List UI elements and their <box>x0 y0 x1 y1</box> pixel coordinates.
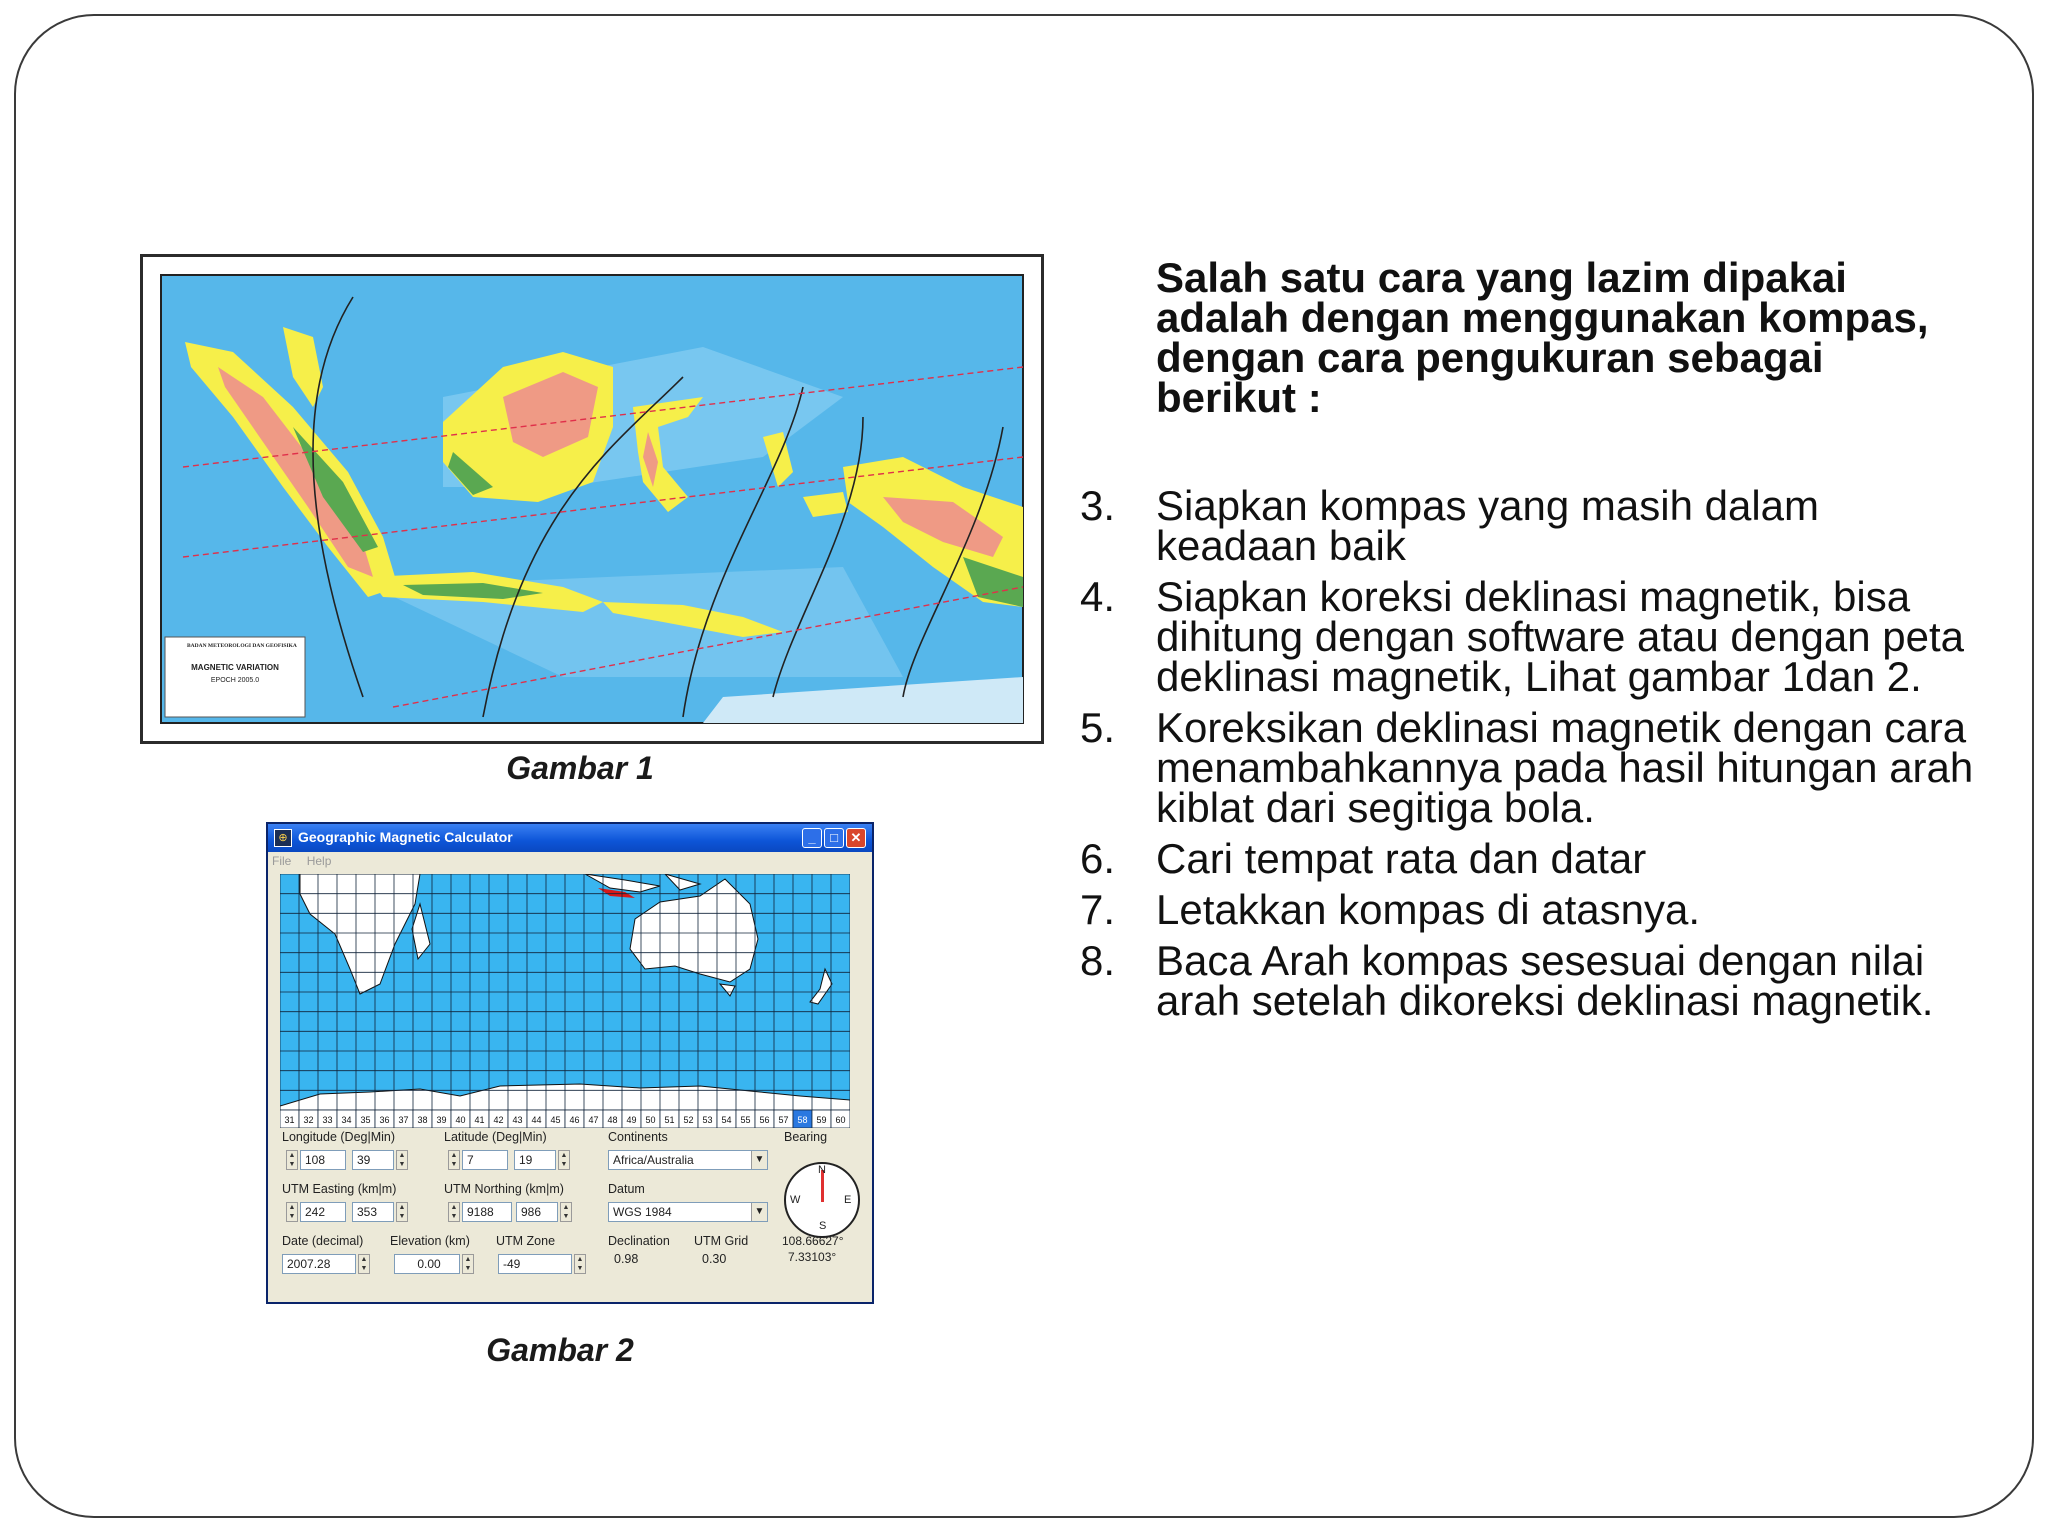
step-number: 5. <box>1080 704 1116 751</box>
zone-number: 39 <box>436 1115 447 1125</box>
elevation-field[interactable]: 0.00 <box>394 1254 460 1274</box>
zone-number: 51 <box>664 1115 675 1125</box>
intro-heading: Salah satu cara yang lazim dipakai adalah dengan menggunakan kompas, dengan cara pengukuran sebagai berikut : <box>1156 254 1929 421</box>
longitude-deg-field[interactable]: 108 <box>300 1150 346 1170</box>
zone-number: 34 <box>341 1115 352 1125</box>
steps-list <box>1080 482 1980 1032</box>
calculator-form <box>268 824 872 1302</box>
step-text: Siapkan koreksi deklinasi magnetik, bisa dihitung dengan software atau dengan peta deklinasi magnetik, Lihat gambar 1dan 2. <box>1156 573 1964 700</box>
list-item <box>1080 937 1980 1024</box>
zone-number: 37 <box>398 1115 409 1125</box>
map-agency-label: BADAN METEOROLOGI DAN GEOFISIKA <box>187 643 297 649</box>
zone-number: 32 <box>303 1115 314 1125</box>
list-item <box>1080 835 1980 882</box>
latitude-min-field[interactable]: 19 <box>514 1150 556 1170</box>
longitude-spin-right[interactable]: ▲ ▼ <box>396 1150 408 1170</box>
latitude-deg-field[interactable]: 7 <box>462 1150 508 1170</box>
zone-number: 31 <box>284 1115 295 1125</box>
zone-number: 60 <box>835 1115 846 1125</box>
zone-number: 33 <box>322 1115 333 1125</box>
declination-value: 0.98 <box>614 1252 639 1266</box>
zone-number: 38 <box>417 1115 428 1125</box>
declination-label: Declination <box>608 1234 670 1248</box>
zone-number: 56 <box>759 1115 770 1125</box>
caption-gambar-1: Gambar 1 <box>506 750 654 786</box>
date-spin[interactable]: ▲ ▼ <box>358 1254 370 1274</box>
easting-spin-left[interactable]: ▲ ▼ <box>286 1202 298 1222</box>
list-item <box>1080 482 1980 569</box>
date-label: Date (decimal) <box>282 1234 364 1248</box>
zone-number: 59 <box>816 1115 827 1125</box>
step-text: Cari tempat rata dan datar <box>1156 835 1647 882</box>
window-title: Geographic Magnetic Calculator <box>298 829 513 845</box>
minimize-button[interactable]: _ <box>802 828 822 848</box>
easting-spin-right[interactable]: ▲ ▼ <box>396 1202 408 1222</box>
step-text: Letakkan kompas di atasnya. <box>1156 886 1700 933</box>
continents-select[interactable] <box>608 1150 768 1170</box>
zone-number: 40 <box>455 1115 466 1125</box>
datum-label: Datum <box>608 1182 645 1196</box>
zone-number: 49 <box>626 1115 637 1125</box>
map-legend-title: MAGNETIC VARIATION <box>191 663 279 672</box>
compass-east: E <box>844 1194 852 1206</box>
utm-grid-label: UTM Grid <box>694 1234 749 1248</box>
zone-number: 43 <box>512 1115 523 1125</box>
zone-number: 47 <box>588 1115 599 1125</box>
easting-km-field[interactable]: 242 <box>300 1202 346 1222</box>
compass-north: N <box>818 1164 826 1176</box>
datum-select[interactable] <box>608 1202 768 1222</box>
zone-number: 46 <box>569 1115 580 1125</box>
elevation-spin[interactable]: ▲ ▼ <box>462 1254 474 1274</box>
utm-easting-label: UTM Easting (km|m) <box>282 1182 397 1196</box>
zone-number: 54 <box>721 1115 732 1125</box>
bearing-label: Bearing <box>784 1130 828 1144</box>
list-item <box>1080 886 1980 933</box>
northing-spin-right[interactable]: ▲ ▼ <box>560 1202 572 1222</box>
zone-number: 52 <box>683 1115 694 1125</box>
step-number: 6. <box>1080 835 1116 882</box>
datum-value: WGS 1984 <box>613 1205 672 1219</box>
elevation-label: Elevation (km) <box>390 1234 470 1248</box>
zone-number: 50 <box>645 1115 656 1125</box>
zone-number: 48 <box>607 1115 618 1125</box>
caption-gambar-2: Gambar 2 <box>486 1332 634 1368</box>
magnetic-calculator-window <box>266 822 874 1304</box>
utm-northing-label: UTM Northing (km|m) <box>444 1182 564 1196</box>
zone-number: 53 <box>702 1115 713 1125</box>
longitude-min-field[interactable]: 39 <box>352 1150 394 1170</box>
northing-m-field[interactable]: 986 <box>516 1202 558 1222</box>
continents-label: Continents <box>608 1130 668 1144</box>
date-field[interactable]: 2007.28 <box>282 1254 356 1274</box>
list-item <box>1080 704 1980 831</box>
utm-zone-spin[interactable]: ▲ ▼ <box>574 1254 586 1274</box>
magnetic-variation-map <box>140 254 1044 744</box>
longitude-label: Longitude (Deg|Min) <box>282 1130 396 1144</box>
compass-south: S <box>819 1220 827 1232</box>
step-text: Siapkan kompas yang masih dalam keadaan baik <box>1156 482 1820 569</box>
zone-number: 35 <box>360 1115 371 1125</box>
zone-number: 41 <box>474 1115 485 1125</box>
latitude-label: Latitude (Deg|Min) <box>444 1130 547 1144</box>
utm-zone-label: UTM Zone <box>496 1234 556 1248</box>
northing-spin-left[interactable]: ▲ ▼ <box>448 1202 460 1222</box>
zone-number: 57 <box>778 1115 789 1125</box>
step-text: Baca Arah kompas sesesuai dengan nilai arah setelah dikoreksi deklinasi magnetik. <box>1156 937 1934 1024</box>
chevron-down-icon[interactable]: ▼ <box>751 1203 767 1221</box>
chevron-down-icon[interactable]: ▼ <box>751 1151 767 1169</box>
zone-number: 44 <box>531 1115 542 1125</box>
list-item <box>1080 573 1980 700</box>
easting-m-field[interactable]: 353 <box>352 1202 394 1222</box>
zone-number: 36 <box>379 1115 390 1125</box>
step-number: 3. <box>1080 482 1116 529</box>
maximize-button[interactable]: □ <box>824 828 844 848</box>
zone-number: 45 <box>550 1115 561 1125</box>
step-number: 8. <box>1080 937 1116 984</box>
close-button[interactable]: ✕ <box>846 828 866 848</box>
app-icon: ⊕ <box>274 829 292 847</box>
menu-file[interactable]: File <box>272 854 292 868</box>
utm-grid-value: 0.30 <box>702 1252 727 1266</box>
zone-number: 58 <box>797 1115 808 1125</box>
map-legend-subtitle: EPOCH 2005.0 <box>210 677 260 684</box>
compass-west: W <box>790 1194 801 1206</box>
step-number: 4. <box>1080 573 1116 620</box>
continents-value: Africa/Australia <box>613 1153 694 1167</box>
step-text: Koreksikan deklinasi magnetik dengan cara menambahkannya pada hasil hitungan arah kiblat dari segitiga bola. <box>1156 704 1974 831</box>
northing-km-field[interactable]: 9188 <box>462 1202 512 1222</box>
compass-icon <box>784 1162 860 1238</box>
longitude-spin-left[interactable]: ▲ ▼ <box>286 1150 298 1170</box>
zone-number: 55 <box>740 1115 751 1125</box>
bearing-value-1: 108.66627° <box>782 1234 844 1248</box>
bearing-value-2: 7.33103° <box>788 1250 837 1264</box>
latitude-spin-right[interactable]: ▲ ▼ <box>558 1150 570 1170</box>
latitude-spin-left[interactable]: ▲ ▼ <box>448 1150 460 1170</box>
menu-help[interactable]: Help <box>306 854 332 868</box>
utm-zone-field[interactable]: -49 <box>498 1254 572 1274</box>
step-number: 7. <box>1080 886 1116 933</box>
zone-number: 42 <box>493 1115 504 1125</box>
